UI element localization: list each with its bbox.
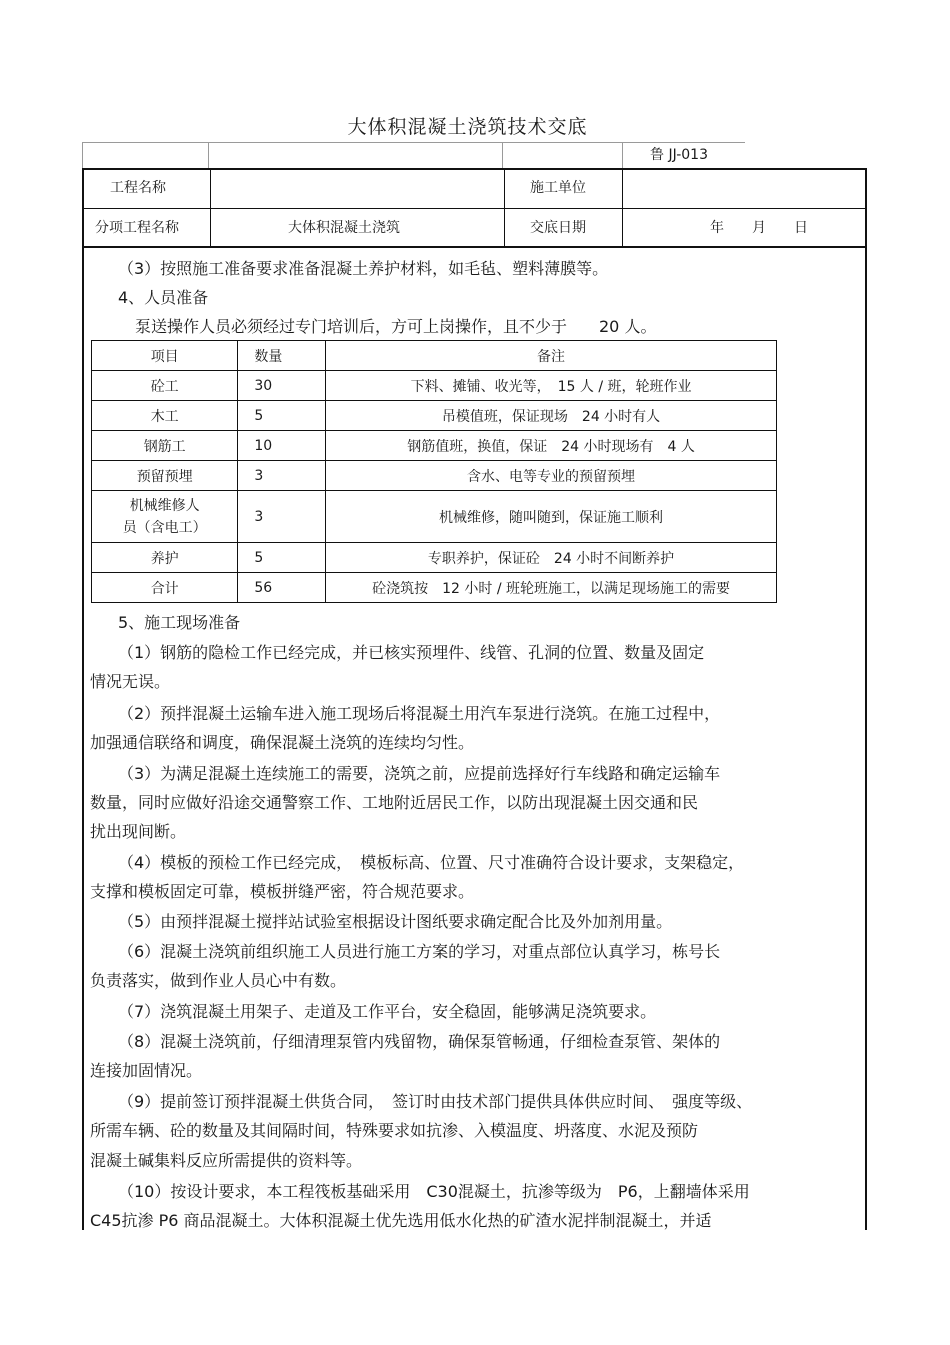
paragraph-line: （2）预拌混凝土运输车进入施工现场后将混凝土用汽车泵进行浇筑。在施工过程中， xyxy=(118,704,721,723)
paragraph-line: （5）由预拌混凝土搅拌站试验室根据设计图纸要求确定配合比及外加剂用量。 xyxy=(118,912,673,931)
paragraph-line: （4）模板的预检工作已经完成， 模板标高、位置、尺寸准确符合设计要求，支架稳定， xyxy=(118,853,745,872)
staff-table xyxy=(91,340,777,603)
code-row xyxy=(82,142,745,168)
paragraph-line: 所需车辆、砼的数量及其间隔时间，特殊要求如抗渗、入模温度、坍落度、水泥及预防 xyxy=(90,1121,699,1140)
sub-project-label: 分项工程名称 xyxy=(95,220,179,236)
section-heading: 5、施工现场准备 xyxy=(118,613,241,632)
cell-item: 木工 xyxy=(92,401,238,431)
table-row xyxy=(92,573,777,603)
project-name-label: 工程名称 xyxy=(110,180,166,196)
table-row xyxy=(92,431,777,461)
cell-note: 含水、电等专业的预留预埋 xyxy=(326,461,777,491)
paragraph-line: 混凝土碱集料反应所需提供的资料等。 xyxy=(90,1151,363,1170)
cell-note: 机械维修，随叫随到，保证施工顺利 xyxy=(326,491,777,543)
cell-item-line: 员（含电工） xyxy=(122,519,207,536)
paragraph-line: （7）浇筑混凝土用架子、走道及工作平台，安全稳固，能够满足浇筑要求。 xyxy=(118,1002,657,1021)
paragraph-line: 情况无误。 xyxy=(90,672,171,691)
date-year: 年 xyxy=(710,220,724,236)
cell-item xyxy=(92,491,238,543)
header-table xyxy=(82,168,867,248)
paragraph-line: 负责落实，做到作业人员心中有数。 xyxy=(90,971,347,990)
paragraph-line: C45抗渗 P6 商品混凝土。大体积混凝土优先选用低水化热的矿渣水泥拌制混凝土，并适 xyxy=(90,1211,712,1230)
column-header-item: 项目 xyxy=(92,341,238,371)
cell-count: 3 xyxy=(238,461,326,491)
cell-count: 5 xyxy=(238,543,326,573)
table-row xyxy=(92,371,777,401)
intro-line: （3）按照施工准备要求准备混凝土养护材料，如毛毡、塑料薄膜等。 xyxy=(118,259,609,278)
cell-item: 砼工 xyxy=(92,371,238,401)
paragraph-line: 加强通信联络和调度，确保混凝土浇筑的连续均匀性。 xyxy=(90,733,475,752)
paragraph-line: （3）为满足混凝土连续施工的需要，浇筑之前，应提前选择好行车线路和确定运输车 xyxy=(118,764,721,783)
paragraph-line: 数量，同时应做好沿途交通警察工作、工地附近居民工作，以防出现混凝土因交通和民 xyxy=(90,793,699,812)
paragraph-line: （9）提前签订预拌混凝土供货合同， 签订时由技术部门提供具体供应时间、 强度等级、 xyxy=(118,1092,753,1111)
page-title: 大体积混凝土浇筑技术交底 xyxy=(347,116,588,138)
sub-project-value: 大体积混凝土浇筑 xyxy=(288,220,400,236)
paragraph-line: 连接加固情况。 xyxy=(90,1061,203,1080)
date-month: 月 xyxy=(752,220,766,236)
cell-note: 下料、摊铺、收光等， 15 人 / 班，轮班作业 xyxy=(326,371,777,401)
cell-note: 专职养护，保证砼 24 小时不间断养护 xyxy=(326,543,777,573)
cell-note: 吊模值班，保证现场 24 小时有人 xyxy=(326,401,777,431)
column-header-count: 数量 xyxy=(238,341,326,371)
construction-unit-label: 施工单位 xyxy=(530,180,586,196)
table-row xyxy=(92,401,777,431)
cell-item-line: 机械维修人 xyxy=(129,497,200,514)
cell-count: 3 xyxy=(238,491,326,543)
document-code: 鲁 JJ-013 xyxy=(650,147,708,163)
paragraph-line: （6）混凝土浇筑前组织施工人员进行施工方案的学习，对重点部位认真学习，栋号长 xyxy=(118,942,721,961)
cell-count: 56 xyxy=(238,573,326,603)
table-row xyxy=(92,543,777,573)
paragraph-line: （8）混凝土浇筑前，仔细清理泵管内残留物，确保泵管畅通，仔细检查泵管、架体的 xyxy=(118,1032,721,1051)
cell-note: 砼浇筑按 12 小时 / 班轮班施工，以满足现场施工的需要 xyxy=(326,573,777,603)
cell-count: 10 xyxy=(238,431,326,461)
date-label: 交底日期 xyxy=(530,220,586,236)
column-header-note: 备注 xyxy=(326,341,777,371)
intro-line: 泵送操作人员必须经过专门培训后，方可上岗操作，且不少于 20 人。 xyxy=(135,317,657,336)
date-day: 日 xyxy=(794,220,808,236)
intro-heading: 4、人员准备 xyxy=(118,288,209,307)
frame-left-border xyxy=(82,248,84,1230)
cell-item: 钢筋工 xyxy=(92,431,238,461)
paragraph-line: 扰出现间断。 xyxy=(90,822,187,841)
frame-right-border xyxy=(865,248,867,1230)
cell-item: 预留预埋 xyxy=(92,461,238,491)
cell-item: 养护 xyxy=(92,543,238,573)
table-header-row xyxy=(92,341,777,371)
cell-item: 合计 xyxy=(92,573,238,603)
paragraph-line: （10）按设计要求，本工程筏板基础采用 C30混凝土，抗渗等级为 P6，上翻墙体采用 xyxy=(118,1182,750,1201)
cell-note: 钢筋值班，换值，保证 24 小时现场有 4 人 xyxy=(326,431,777,461)
cell-count: 30 xyxy=(238,371,326,401)
paragraph-line: （1）钢筋的隐检工作已经完成，并已核实预埋件、线管、孔洞的位置、数量及固定 xyxy=(118,643,705,662)
table-row xyxy=(92,491,777,543)
paragraph-line: 支撑和模板固定可靠，模板拼缝严密，符合规范要求。 xyxy=(90,882,475,901)
table-row xyxy=(92,461,777,491)
cell-count: 5 xyxy=(238,401,326,431)
